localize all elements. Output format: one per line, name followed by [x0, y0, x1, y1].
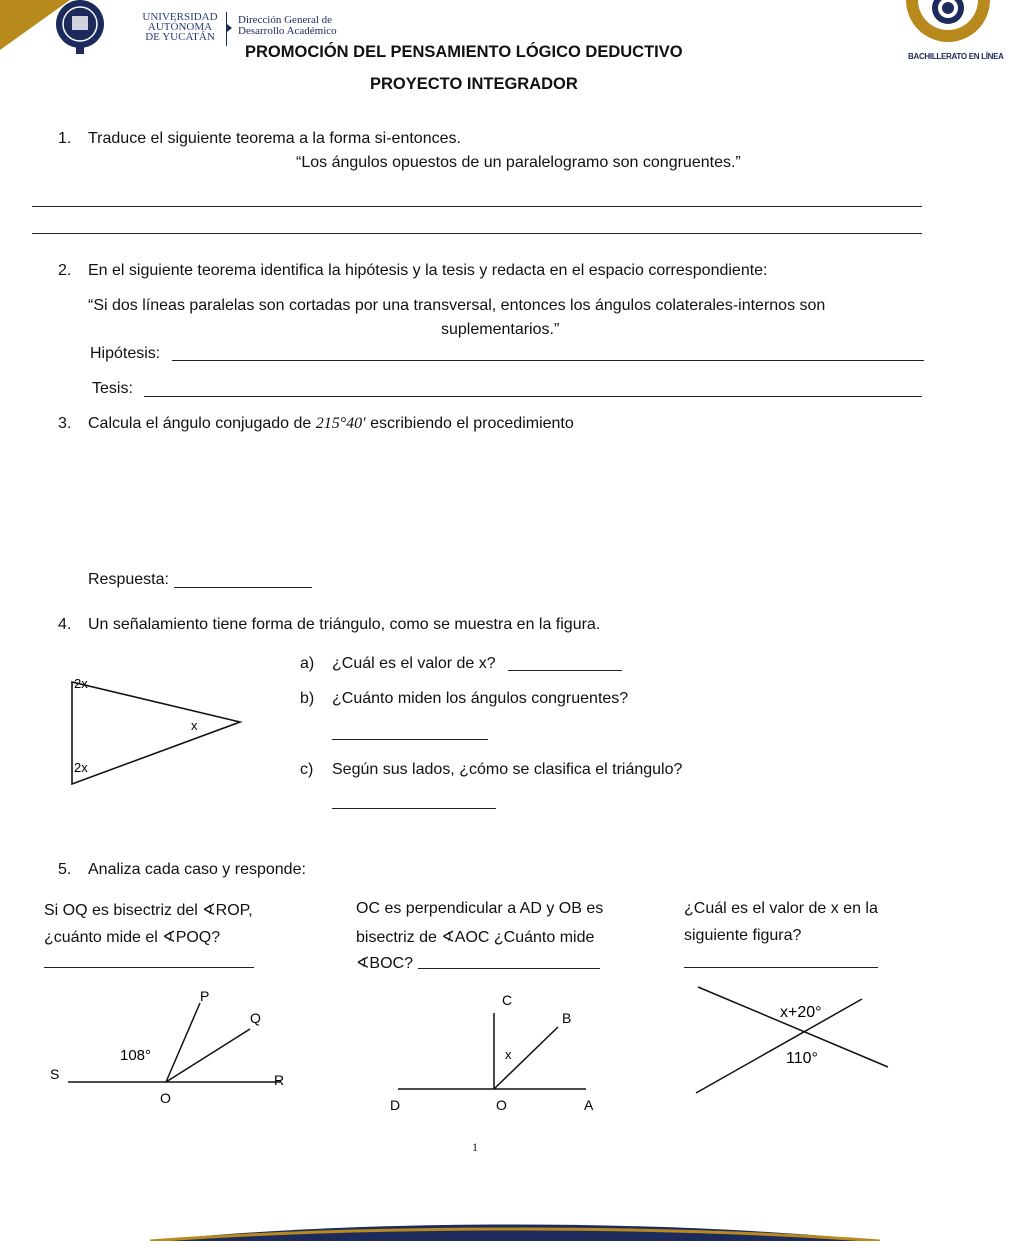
label-D: D: [390, 1097, 401, 1113]
q1-answer-line-2: [32, 233, 922, 234]
page-subtitle: PROYECTO INTEGRADOR: [370, 75, 578, 93]
q2-quote-line-2: suplementarios.”: [441, 321, 560, 338]
department-line-2: Desarrollo Académico: [238, 25, 337, 37]
q1-number: 1.: [58, 130, 72, 147]
label-110: 110°: [786, 1050, 818, 1067]
case2-answer-line: [418, 968, 600, 969]
tesis-label: Tesis:: [92, 380, 133, 397]
q3-angle: 215°40′: [315, 415, 366, 432]
hipotesis-label: Hipótesis:: [90, 345, 161, 362]
q1-answer-line-1: [32, 206, 922, 207]
header-divider-arrow: [227, 24, 232, 32]
page-number: 1: [472, 1140, 478, 1154]
hipotesis-answer-line: [172, 360, 924, 361]
q3-answer-label: Respuesta:: [88, 571, 169, 588]
university-line-1: UNIVERSIDAD: [142, 11, 218, 23]
label-x-plus-20: x+20°: [780, 1004, 822, 1021]
case2-line-3: ∢BOC?: [356, 955, 413, 972]
university-line-3: DE YUCATÁN: [145, 31, 215, 43]
label-P: P: [200, 988, 210, 1004]
case2-line-2: bisectriz de ∢AOC ¿Cuánto mide: [356, 929, 595, 946]
label-A: A: [584, 1097, 594, 1113]
q1-quote: “Los ángulos opuestos de un paralelogramo son congruentes.”: [296, 154, 741, 171]
bachillerato-caption: BACHILLERATO EN LÍNEA: [908, 52, 1004, 61]
bachillerato-logo-icon: [898, 0, 998, 52]
q4a-answer-line: [508, 670, 622, 671]
label-O2: O: [496, 1097, 507, 1113]
q4-number: 4.: [58, 616, 72, 633]
label-Q: Q: [250, 1010, 261, 1026]
q3-prompt-after: escribiendo el procedimiento: [370, 415, 574, 432]
q4b-label: b): [300, 690, 315, 707]
footer-decoration: [0, 1200, 1025, 1241]
triangle-label-top: 2x: [74, 676, 88, 691]
q3-answer-line: [174, 587, 312, 588]
q2-prompt: En el siguiente teorema identifica la hipótesis y la tesis y redacta en el espacio correspondiente:: [88, 262, 768, 279]
figure-perpendicular-AOC: [380, 985, 610, 1115]
q1-prompt: Traduce el siguiente teorema a la forma si-entonces.: [88, 130, 461, 147]
university-seal-icon: [52, 0, 108, 56]
case1-line-1: Si OQ es bisectriz del ∢ROP,: [44, 902, 253, 919]
ray-OQ: [166, 1029, 250, 1082]
triangle-shape: [72, 682, 240, 784]
q5-number: 5.: [58, 861, 72, 878]
q4b-answer-line: [332, 739, 488, 740]
label-C: C: [502, 992, 513, 1008]
q3-number: 3.: [58, 415, 72, 432]
department-line-1: Dirección General de: [238, 14, 333, 26]
label-R: R: [274, 1072, 285, 1088]
university-line-2: AUTÓNOMA: [147, 21, 213, 33]
department-name: [238, 15, 337, 37]
case3-line-2: siguiente figura?: [684, 927, 802, 944]
label-O: O: [160, 1090, 171, 1105]
triangle-sign-figure: [60, 660, 250, 790]
q4-prompt: Un señalamiento tiene forma de triángulo, como se muestra en la figura.: [88, 616, 601, 633]
figure-bisector-ROP: [40, 985, 300, 1105]
label-B: B: [562, 1010, 572, 1026]
q2-quote-line-1: “Si dos líneas paralelas son cortadas por una transversal, entonces los ángulos colaterales-internos son: [88, 297, 826, 314]
label-x: x: [505, 1047, 512, 1062]
university-name: [140, 12, 220, 42]
q3-prompt-before: Calcula el ángulo conjugado de: [88, 415, 312, 432]
triangle-label-x: x: [191, 718, 198, 733]
case1-answer-line: [44, 967, 254, 968]
case1-line-2: ¿cuánto mide el ∢POQ?: [44, 929, 221, 946]
ray-OP: [166, 1003, 200, 1082]
q4a-label: a): [300, 655, 315, 672]
label-S: S: [50, 1066, 60, 1082]
case3-line-1: ¿Cuál es el valor de x en la: [684, 900, 878, 917]
q4c-label: c): [300, 761, 314, 778]
q4b-text: ¿Cuánto miden los ángulos congruentes?: [332, 690, 629, 707]
q5-prompt: Analiza cada caso y responde:: [88, 861, 306, 878]
q4c-text: Según sus lados, ¿cómo se clasifica el triángulo?: [332, 761, 683, 778]
label-108: 108°: [120, 1047, 152, 1064]
q4c-answer-line: [332, 808, 496, 809]
case3-answer-line: [684, 967, 878, 968]
page-title: PROMOCIÓN DEL PENSAMIENTO LÓGICO DEDUCTIVO: [245, 43, 683, 61]
case2-line-1: OC es perpendicular a AD y OB es: [356, 900, 604, 917]
triangle-label-bottom: 2x: [74, 760, 88, 775]
tesis-answer-line: [144, 396, 922, 397]
figure-intersecting-lines: [690, 985, 900, 1105]
q4a-text: ¿Cuál es el valor de x?: [332, 655, 496, 672]
q2-number: 2.: [58, 262, 72, 279]
q3-prompt: [88, 415, 574, 433]
ray-OB: [494, 1027, 558, 1089]
